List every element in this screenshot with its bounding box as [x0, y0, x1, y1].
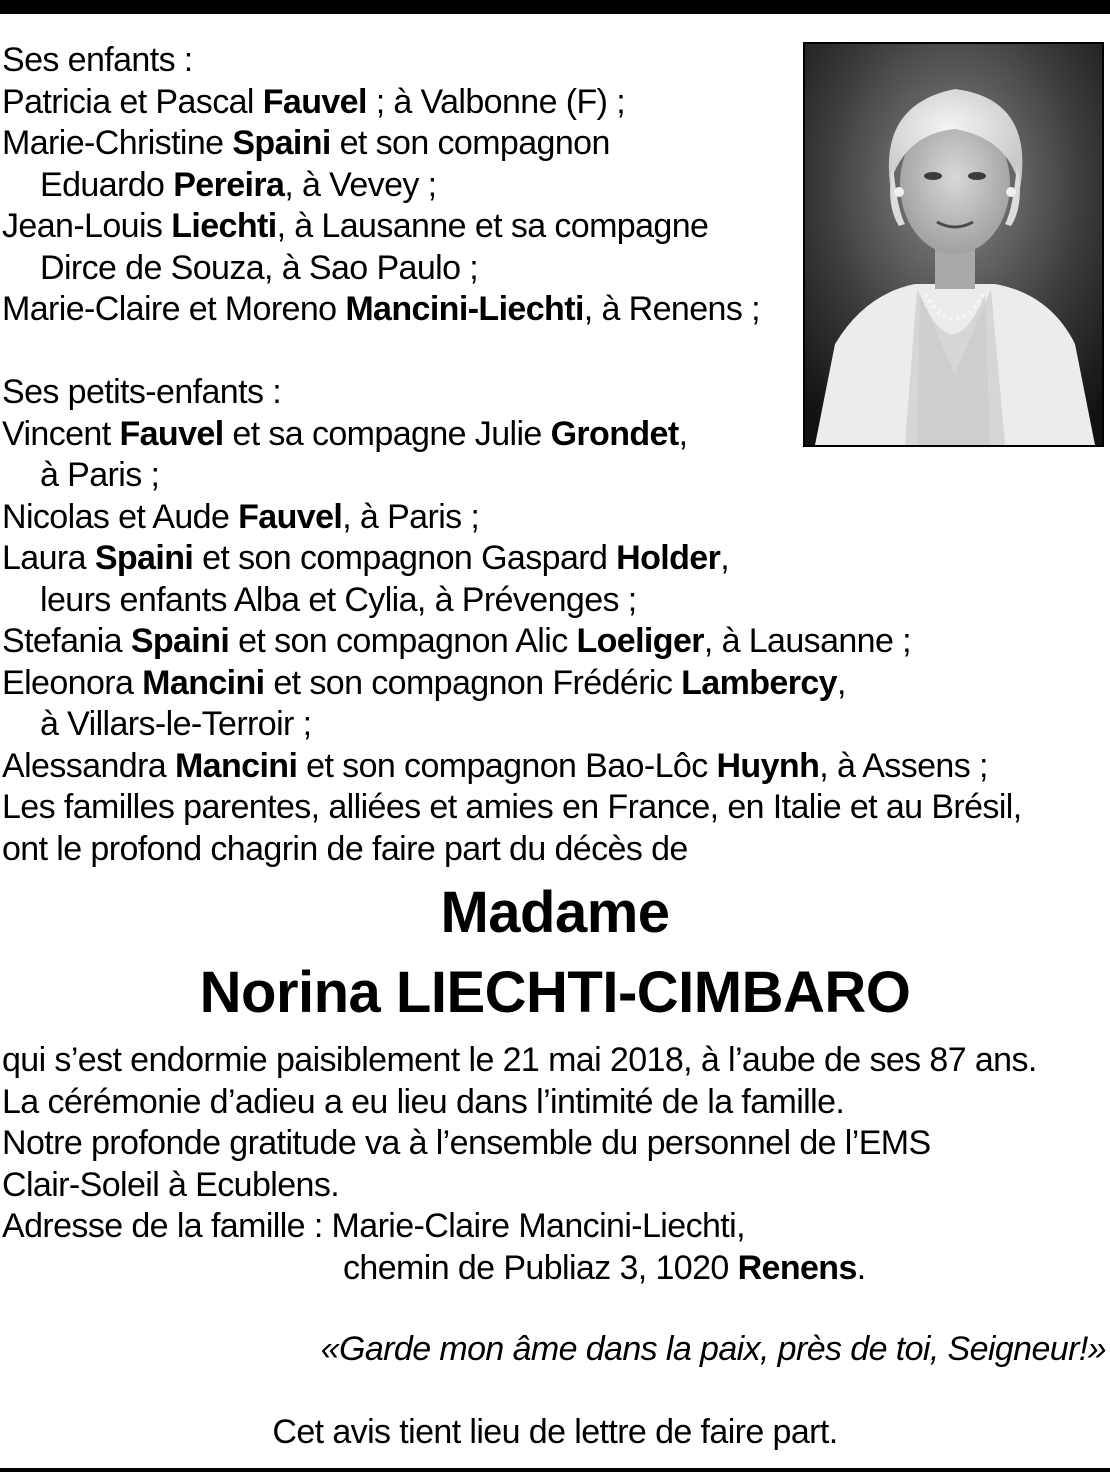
- deceased-name-block: [0, 873, 1110, 1033]
- announcement-body: [2, 1040, 1102, 1289]
- grandchildren-heading: Ses petits-enfants :: [2, 373, 282, 411]
- grandchild-line-2: à Paris ;: [40, 456, 160, 494]
- announcement-line: ont le profond chagrin de faire part du décès de: [2, 829, 688, 868]
- bottom-rule: [0, 1468, 1110, 1472]
- child-line-5: Dirce de Souza, à Sao Paulo ;: [40, 248, 479, 287]
- child-line-1: Patricia et Pascal Fauvel ; à Valbonne (F) ;: [2, 82, 626, 121]
- body-line-4: Clair-Soleil à Ecublens.: [2, 1165, 340, 1204]
- portrait-photo: [803, 42, 1104, 447]
- body-line-1: qui s’est endormie paisiblement le 21 mai 2018, à l’aube de ses 87 ans.: [2, 1041, 1037, 1079]
- grandchild-line-5: leurs enfants Alba et Cylia, à Prévenges ;: [40, 580, 637, 619]
- footer-note: Cet avis tient lieu de lettre de faire part.: [272, 1413, 838, 1451]
- portrait-image: [805, 44, 1102, 445]
- grandchild-line-6: Stefania Spaini et son compagnon Alic Loeliger, à Lausanne ;: [2, 622, 911, 660]
- grandchild-line-4: Laura Spaini et son compagnon Gaspard Holder,: [2, 539, 730, 577]
- closing-quote: «Garde mon âme dans la paix, près de toi, Seigneur!»: [320, 1330, 1106, 1368]
- top-rule: [0, 0, 1110, 14]
- child-line-4: Jean-Louis Liechti, à Lausanne et sa compagne: [2, 207, 709, 245]
- body-line-2: La cérémonie d’adieu a eu lieu dans l’intimité de la famille.: [2, 1082, 845, 1121]
- deceased-title: Madame: [440, 880, 670, 945]
- child-line-6: Marie-Claire et Moreno Mancini-Liechti, à Renens ;: [2, 290, 760, 328]
- grandchild-line-9: Alessandra Mancini et son compagnon Bao-Lôc Huynh, à Assens ;: [2, 746, 988, 785]
- deceased-name: Norina LIECHTI-CIMBARO: [199, 960, 911, 1025]
- child-line-2: Marie-Christine Spaini et son compagnon: [2, 124, 610, 162]
- grandchild-line-3: Nicolas et Aude Fauvel, à Paris ;: [2, 497, 480, 536]
- families-line: Les familles parentes, alliées et amies en France, en Italie et au Brésil,: [2, 788, 1022, 826]
- child-line-3: Eduardo Pereira, à Vevey ;: [40, 165, 437, 204]
- grandchild-line-7: Eleonora Mancini et son compagnon Frédéric Lambercy,: [2, 663, 846, 702]
- grandchild-line-1: Vincent Fauvel et sa compagne Julie Grondet,: [2, 414, 688, 453]
- grandchild-line-8: à Villars-le-Terroir ;: [40, 705, 312, 743]
- family-address-line: Adresse de la famille : Marie-Claire Mancini-Liechti,: [2, 1207, 745, 1245]
- children-heading: Ses enfants :: [2, 41, 193, 79]
- body-line-3: Notre profonde gratitude va à l’ensemble du personnel de l’EMS: [2, 1124, 931, 1162]
- family-address-street: chemin de Publiaz 3, 1020 Renens.: [343, 1248, 866, 1287]
